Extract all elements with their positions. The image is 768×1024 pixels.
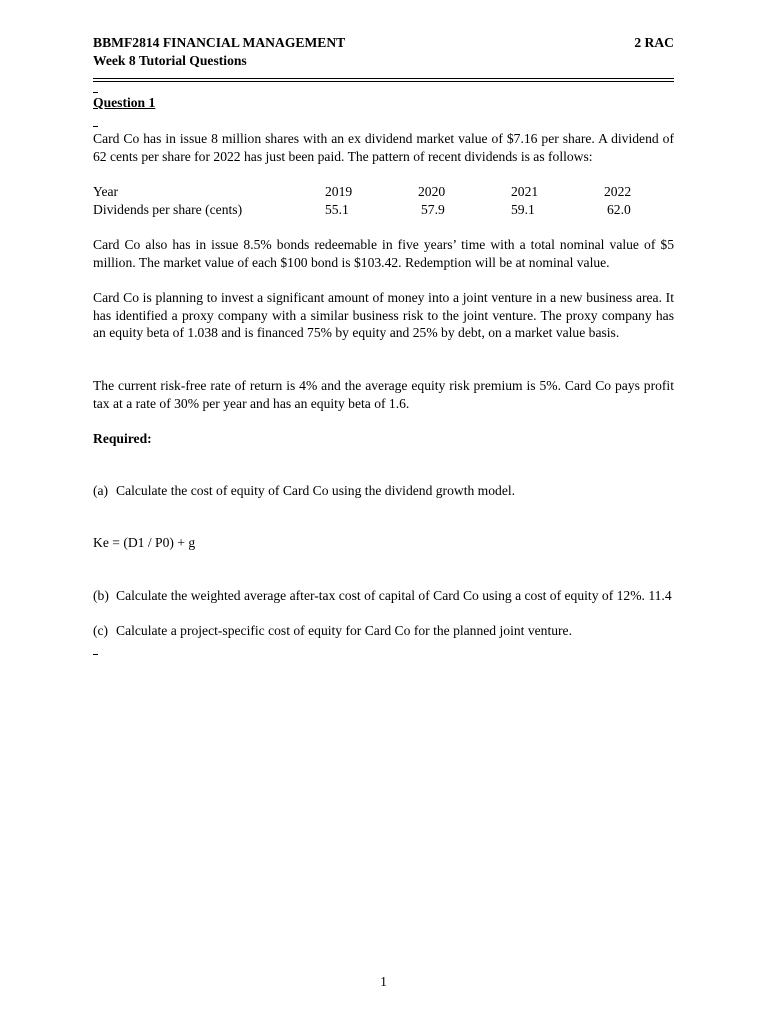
part-label: (c)	[93, 623, 109, 638]
part-label: (a)	[93, 483, 109, 498]
year-cell: 2022	[604, 184, 632, 199]
formula-line: Ke = (D1 / P0) + g	[93, 535, 196, 550]
page-header	[93, 34, 674, 69]
dividend-cell: 55.1	[325, 201, 349, 217]
dividend-table	[93, 183, 674, 218]
part-text: Calculate a project-specific cost of equity for Card Co for the planned joint venture.	[116, 623, 572, 638]
year-cell: 2021	[511, 184, 539, 199]
part-label: (b)	[93, 588, 109, 603]
bonds-paragraph: Card Co also has in issue 8.5% bonds redeemable in five years’ time with a total nominal value of $5 million. The market value of each $100 bond is $103.42. Redemption will be at nominal value.	[93, 237, 674, 270]
part-text: Calculate the cost of equity of Card Co using the dividend growth model.	[116, 483, 516, 498]
paragraph-mark	[93, 126, 98, 127]
header-divider-top	[93, 78, 674, 79]
paragraph-mark	[93, 92, 98, 93]
intro-paragraph: Card Co has in issue 8 million shares with an ex dividend market value of $7.16 per share. A dividend of 62 cents per share for 2022 has just been paid. The pattern of recent dividends is as follows:	[93, 131, 674, 164]
dividend-cell: 62.0	[607, 201, 631, 217]
table-row	[93, 201, 674, 219]
year-cell: 2019	[325, 184, 353, 199]
header-divider-bottom	[93, 81, 674, 82]
row-label-year: Year	[93, 184, 119, 199]
part-text: Calculate the weighted average after-tax cost of capital of Card Co using a cost of equity of 12%. 11.4	[116, 588, 672, 603]
document-page	[93, 0, 674, 1024]
joint-venture-paragraph: Card Co is planning to invest a significant amount of money into a joint venture in a new business area. It has identified a proxy company with a similar business risk to the joint venture. The proxy company has an equity beta of 1.038 and is financed 75% by equity and 25% by debt, on a market value basis.	[93, 290, 674, 340]
course-code: 2 RAC	[634, 35, 674, 50]
part-a	[93, 482, 674, 500]
table-row	[93, 183, 674, 201]
course-title: BBMF2814 FINANCIAL MANAGEMENT	[93, 35, 346, 50]
question-title: Question 1	[93, 95, 156, 110]
dividend-cell: 57.9	[421, 201, 445, 217]
year-cell: 2020	[418, 184, 446, 199]
part-c	[93, 622, 674, 640]
page-number: 1	[380, 974, 387, 989]
page-subtitle: Week 8 Tutorial Questions	[93, 52, 247, 68]
paragraph-mark	[93, 654, 98, 655]
part-b	[93, 587, 674, 605]
row-label-dividends: Dividends per share (cents)	[93, 201, 243, 217]
rates-paragraph: The current risk-free rate of return is 4% and the average equity risk premium is 5%. Card Co pays profit tax at a rate of 30% per year and has an equity beta of 1.6.	[93, 378, 674, 411]
dividend-cell: 59.1	[511, 201, 535, 217]
required-heading: Required:	[93, 431, 152, 446]
